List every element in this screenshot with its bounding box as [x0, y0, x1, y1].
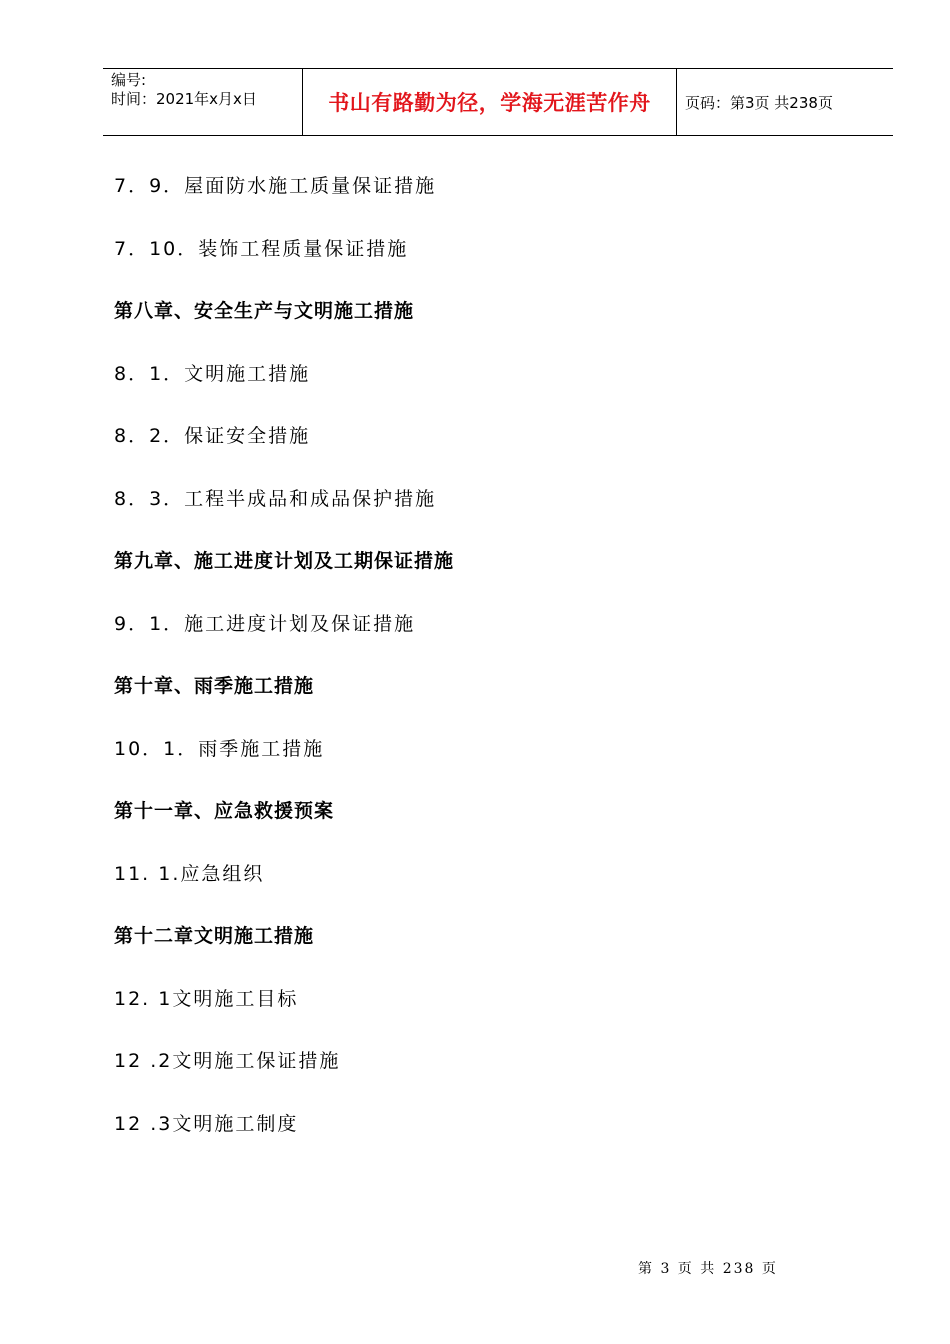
document-number-label: 编号: — [111, 71, 147, 89]
header-motto: 书山有路勤为径，学海无涯苦作舟 — [303, 69, 677, 135]
toc-entry: 8．3．工程半成品和成品保护措施 — [114, 487, 437, 510]
header-page-number: 页码：第3页 共238页 — [685, 93, 833, 112]
toc-entry: 11. 1.应急组织 — [114, 862, 265, 885]
toc-chapter-heading: 第八章、安全生产与文明施工措施 — [114, 300, 415, 322]
toc-entry: 12 .3文明施工制度 — [114, 1112, 299, 1135]
toc-entry: 7．10．装饰工程质量保证措施 — [114, 237, 409, 260]
toc-entry: 8．2．保证安全措施 — [114, 425, 311, 447]
page-footer: 第 3 页 共 238 页 — [638, 1261, 778, 1277]
toc-chapter-heading: 第十章、雨季施工措施 — [114, 675, 315, 697]
toc-entry: 12 .2文明施工保证措施 — [114, 1050, 341, 1072]
page-header — [103, 68, 893, 136]
header-meta-cell — [103, 69, 303, 135]
toc-entry: 9．1．施工进度计划及保证措施 — [114, 612, 416, 635]
document-time-label: 时间：2021年x月x日 — [111, 90, 257, 108]
toc-chapter-heading: 第十一章、应急救援预案 — [114, 800, 335, 822]
toc-entry: 7．9．屋面防水施工质量保证措施 — [114, 175, 437, 197]
toc-chapter-heading: 第十二章文明施工措施 — [114, 925, 315, 947]
toc-entry: 10．1．雨季施工措施 — [114, 737, 325, 760]
toc-entry: 8．1．文明施工措施 — [114, 362, 311, 385]
toc-entry: 12. 1文明施工目标 — [114, 987, 299, 1010]
table-of-contents — [114, 172, 454, 1172]
toc-chapter-heading: 第九章、施工进度计划及工期保证措施 — [114, 550, 455, 572]
